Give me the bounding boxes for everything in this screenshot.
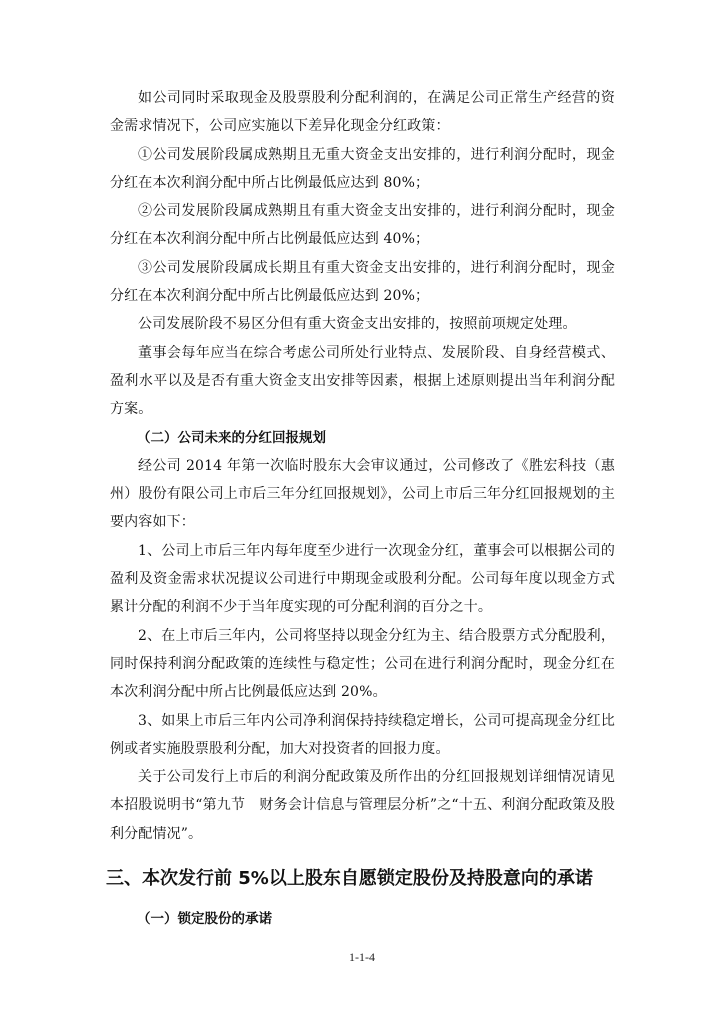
- paragraph-item-2: ②公司发展阶段属成熟期且有重大资金支出安排的，进行利润分配时，现金分红在本次利润分配中所占比例最低应达到 40%；: [110, 203, 615, 248]
- document-body: [106, 84, 615, 933]
- paragraph-plan-1: 1、公司上市后三年内每年度至少进行一次现金分红，董事会可以根据公司的盈利及资金需求状况提议公司进行中期现金或股利分配。公司每年度以现金方式累计分配的利润不少于当年度实现的可分配利润的百分之十。: [110, 542, 615, 616]
- paragraph-item-3: ③公司发展阶段属成长期且有重大资金支出安排的，进行利润分配时，现金分红在本次利润分配中所占比例最低应达到 20%；: [110, 259, 615, 305]
- paragraph-differentiated-policy: 如公司同时采取现金及股票股利分配利润的，在满足公司正常生产经营的资金需求情况下，公司应实施以下差异化现金分红政策：: [110, 90, 615, 135]
- page-number: 1-1-4: [349, 950, 375, 964]
- subheading-lock-shares: （一）锁定股份的承诺: [137, 911, 272, 928]
- paragraph-plan-3: 3、如果上市后三年内公司净利润保持持续稳定增长，公司可提高现金分红比例或者实施股票股利分配，加大对投资者的回报力度。: [110, 712, 615, 757]
- paragraph-plan-2: 2、在上市后三年内，公司将坚持以现金分红为主、结合股票方式分配股利，同时保持利润分配政策的连续性与稳定性；公司在进行利润分配时，现金分红在本次利润分配中所占比例最低应达到 20%。: [110, 627, 615, 701]
- subheading-dividend-plan: （二）公司未来的分红回报规划: [137, 429, 326, 446]
- paragraph-board-duty: 董事会每年应当在综合考虑公司所处行业特点、发展阶段、自身经营模式、盈利水平以及是否有重大资金支出安排等因素，根据上述原则提出当年利润分配方案。: [110, 344, 615, 418]
- section-heading: 三、本次发行前 5%以上股东自愿锁定股份及持股意向的承诺: [106, 868, 593, 890]
- paragraph-unclear-stage: 公司发展阶段不易区分但有重大资金支出安排的，按照前项规定处理。: [138, 316, 577, 333]
- paragraph-reference: 关于公司发行上市后的利润分配政策及所作出的分红回报规划详细情况请见本招股说明书“第九节 财务会计信息与管理层分析”之“十五、利润分配政策及股利分配情况”。: [110, 769, 615, 842]
- paragraph-plan-intro: 经公司 2014 年第一次临时股东大会审议通过，公司修改了《胜宏科技（惠州）股份有限公司上市后三年分红回报规划》，公司上市后三年分红回报规划的主要内容如下：: [110, 457, 615, 531]
- paragraph-item-1: ①公司发展阶段属成熟期且无重大资金支出安排的，进行利润分配时，现金分红在本次利润分配中所占比例最低应达到 80%；: [110, 146, 615, 191]
